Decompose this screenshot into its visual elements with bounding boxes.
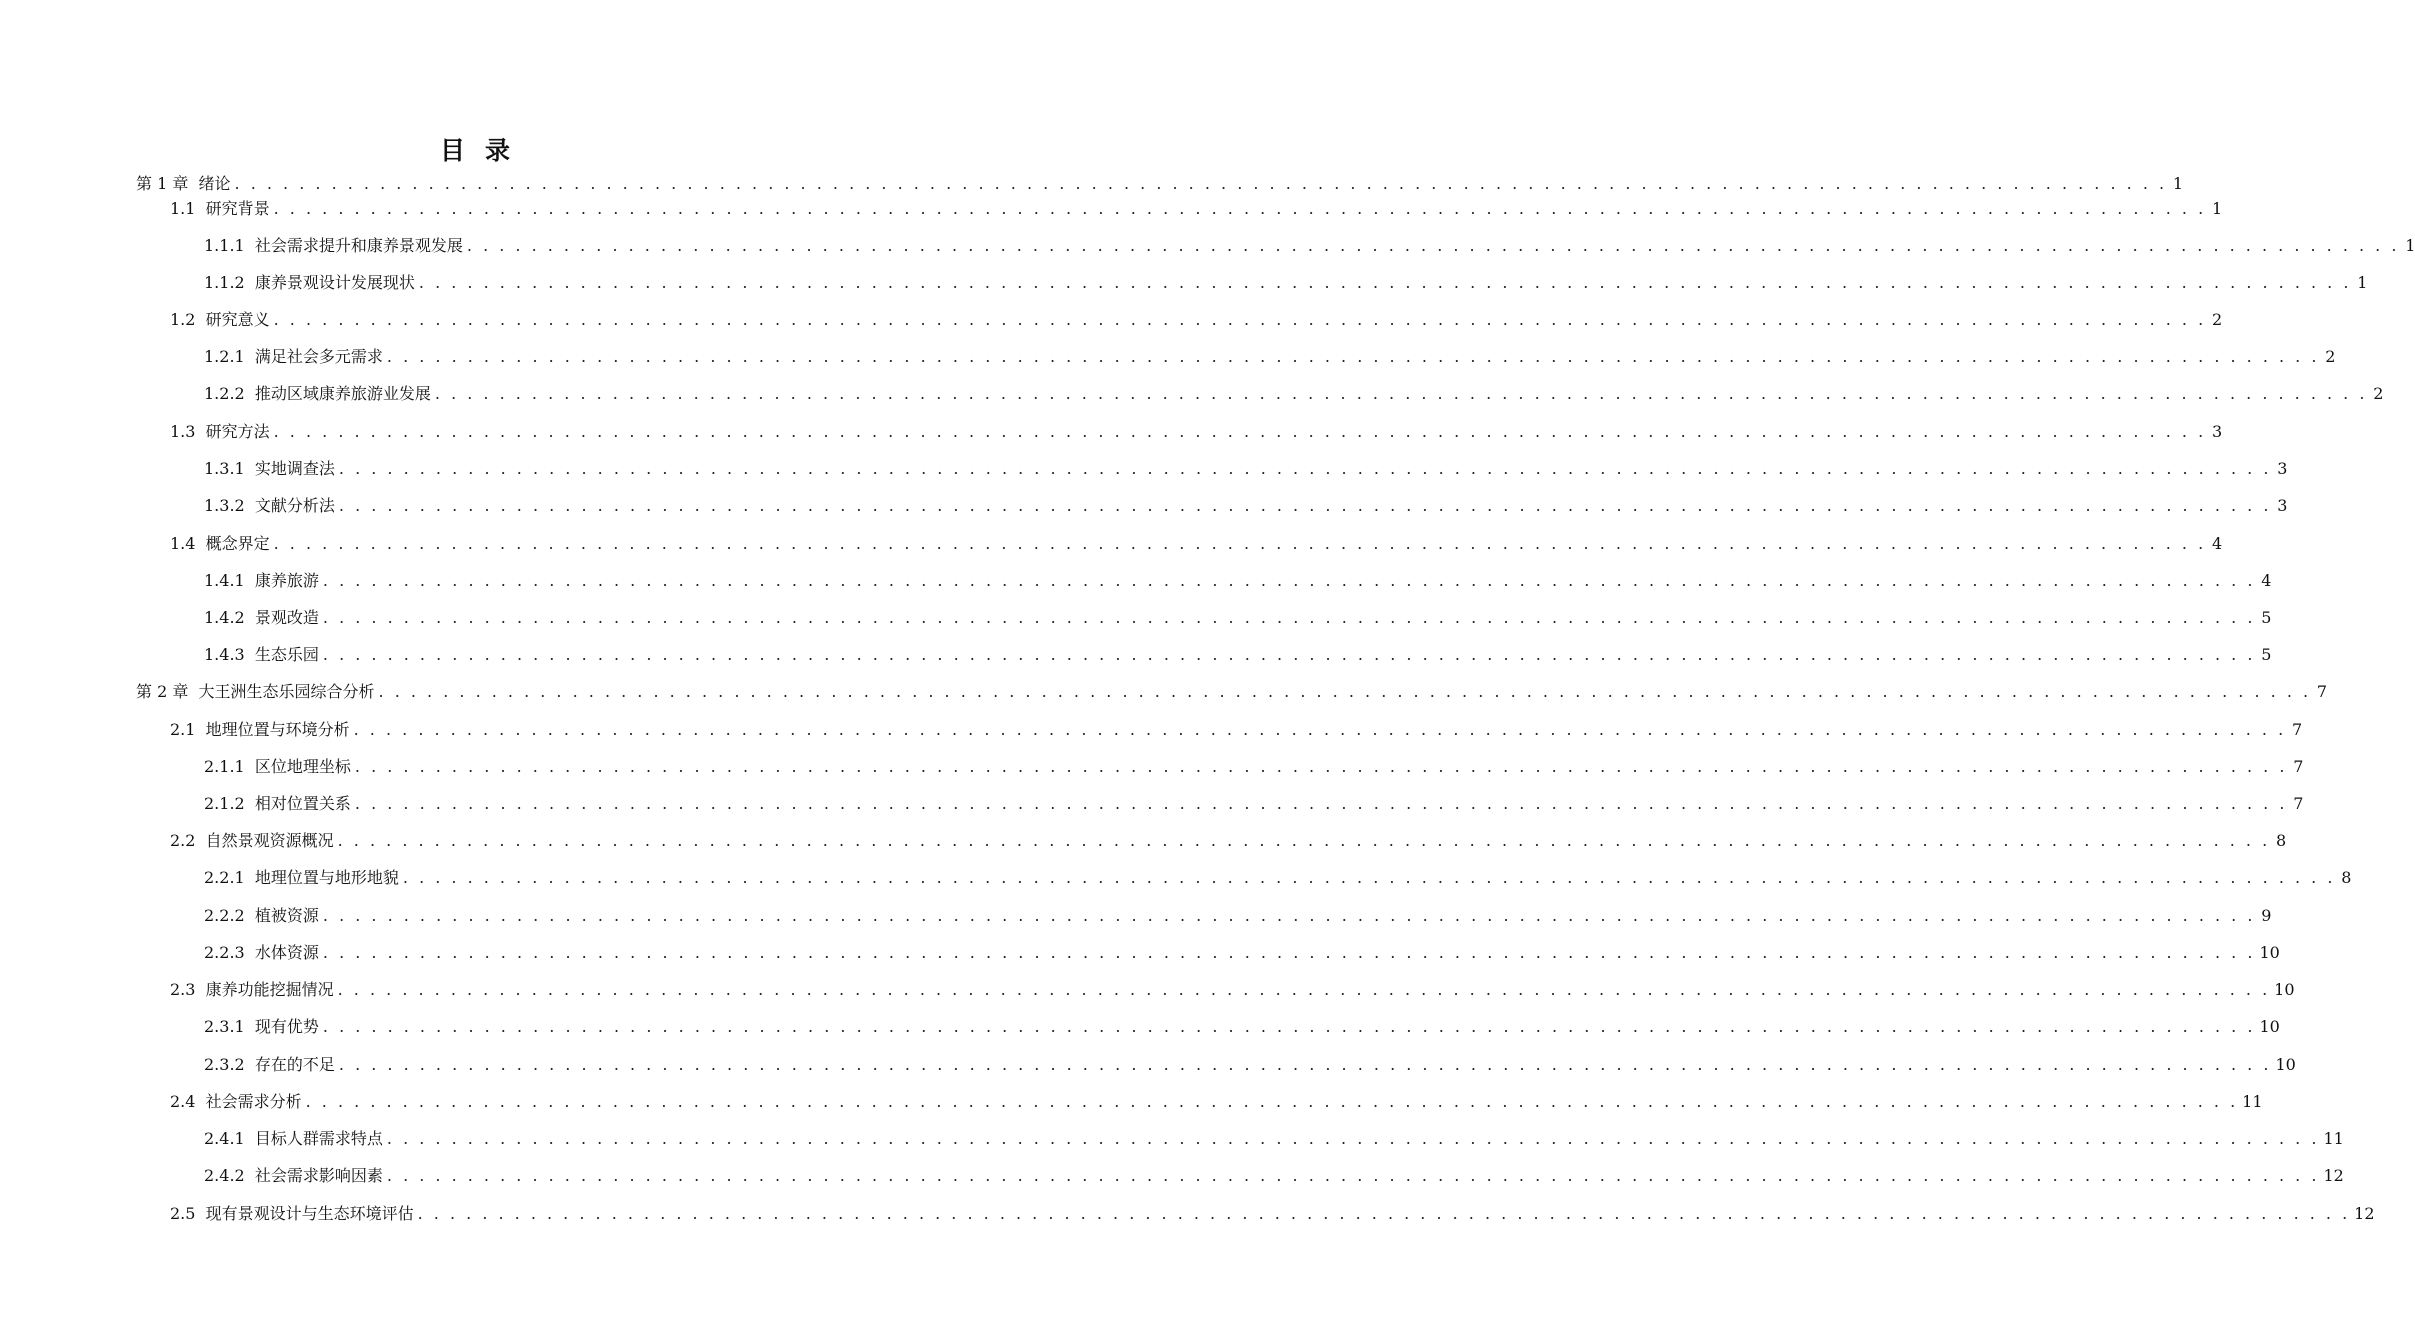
toc-entry[interactable] <box>170 1088 2263 1112</box>
toc-entry-page-number: 3 <box>2277 496 2288 515</box>
toc-entry-label: 第 2 章 大王洲生态乐园综合分析 <box>136 682 375 701</box>
toc-entry-label: 2.1.2 相对位置关系 <box>204 794 351 813</box>
toc-leader-dots: . . . . . . . . . . . . . . . . . . . . . . . . . . . . . . . . . . . . . . . . . . . . . . . . . . . . . . . . . . . . . . . . . . . . . . . . . . . . . . . . . . . . . . . . . . . . . . . . . . . . . . . . . . . . . . . . . . . . . . . . <box>378 682 2312 701</box>
toc-title: 目录 <box>439 136 530 165</box>
toc-entry[interactable] <box>204 939 2280 963</box>
toc-entry-page-number: 7 <box>2316 682 2328 701</box>
toc-entry[interactable] <box>204 864 2352 888</box>
toc-entry[interactable] <box>204 343 2336 367</box>
toc-entry-page-number: 7 <box>2291 720 2303 739</box>
toc-entry-page-number: 11 <box>2242 1092 2263 1111</box>
toc-entry[interactable] <box>170 716 2303 740</box>
toc-leader-dots: . . . . . . . . . . . . . . . . . . . . . . . . . . . . . . . . . . . . . . . . . . . . . . . . . . . . . . . . . . . . . . . . . . . . . . . . . . . . . . . . . . . . . . . . . . . . . . . . . . . . . . . . . . . . . . . . . . . . . . . . <box>402 868 2336 887</box>
toc-entry-label: 1.3.2 文献分析法 <box>204 496 335 515</box>
toc-entry-page-number: 3 <box>2277 459 2288 478</box>
toc-entry[interactable] <box>204 1013 2280 1037</box>
toc-entry[interactable] <box>204 567 2272 591</box>
toc-entry-label: 1.2.1 满足社会多元需求 <box>204 347 383 366</box>
toc-entry[interactable] <box>170 306 2223 330</box>
toc-entry[interactable] <box>204 753 2304 777</box>
toc-leader-dots: . . . . . . . . . . . . . . . . . . . . . . . . . . . . . . . . . . . . . . . . . . . . . . . . . . . . . . . . . . . . . . . . . . . . . . . . . . . . . . . . . . . . . . . . . . . . . . . . . . . . . . . . . . . . . . . . . . . . . . . . <box>417 1204 2351 1223</box>
toc-entry[interactable] <box>204 232 2415 256</box>
toc-entry-label: 1.2.2 推动区域康养旅游业发展 <box>204 384 431 403</box>
toc-entry-page-number: 2 <box>2373 384 2384 403</box>
toc-entry[interactable] <box>204 1051 2296 1075</box>
toc-leader-dots: . . . . . . . . . . . . . . . . . . . . . . . . . . . . . . . . . . . . . . . . . . . . . . . . . . . . . . . . . . . . . . . . . . . . . . . . . . . . . . . . . . . . . . . . . . . . . . . . . . . . . . . . . . . . . . . . . . . . . . . . <box>338 1055 2272 1074</box>
toc-entry-page-number: 10 <box>2275 1055 2296 1074</box>
toc-entry[interactable] <box>204 1162 2344 1186</box>
toc-entry[interactable] <box>136 678 2328 702</box>
toc-entry-label: 1.1 研究背景 <box>170 199 270 218</box>
toc-entry-page-number: 4 <box>2261 571 2272 590</box>
toc-leader-dots: . . . . . . . . . . . . . . . . . . . . . . . . . . . . . . . . . . . . . . . . . . . . . . . . . . . . . . . . . . . . . . . . . . . . . . . . . . . . . . . . . . . . . . . . . . . . . . . . . . . . . . . . . . . . . . . . . . . . . . . . <box>418 273 2352 292</box>
toc-entry-label: 2.4.1 目标人群需求特点 <box>204 1129 383 1148</box>
toc-entry-label: 1.4 概念界定 <box>170 534 270 553</box>
toc-entry[interactable] <box>204 790 2304 814</box>
toc-entry-page-number: 3 <box>2211 422 2223 441</box>
toc-leader-dots: . . . . . . . . . . . . . . . . . . . . . . . . . . . . . . . . . . . . . . . . . . . . . . . . . . . . . . . . . . . . . . . . . . . . . . . . . . . . . . . . . . . . . . . . . . . . . . . . . . . . . . . . . . . . . . . . . . . . . . . . <box>353 720 2287 739</box>
toc-entry-page-number: 1 <box>2172 174 2184 193</box>
toc-leader-dots: . . . . . . . . . . . . . . . . . . . . . . . . . . . . . . . . . . . . . . . . . . . . . . . . . . . . . . . . . . . . . . . . . . . . . . . . . . . . . . . . . . . . . . . . . . . . . . . . . . . . . . . . . . . . . . . . . . . . . . . . <box>273 310 2207 329</box>
toc-entry-label: 第 1 章 绪论 <box>136 174 231 193</box>
toc-entry-label: 1.4.2 景观改造 <box>204 608 319 627</box>
toc-leader-dots: . . . . . . . . . . . . . . . . . . . . . . . . . . . . . . . . . . . . . . . . . . . . . . . . . . . . . . . . . . . . . . . . . . . . . . . . . . . . . . . . . . . . . . . . . . . . . . . . . . . . . . . . . . . . . . . . . . . . . . . . <box>386 1129 2320 1148</box>
toc-leader-dots: . . . . . . . . . . . . . . . . . . . . . . . . . . . . . . . . . . . . . . . . . . . . . . . . . . . . . . . . . . . . . . . . . . . . . . . . . . . . . . . . . . . . . . . . . . . . . . . . . . . . . . . . . . . . . . . . . . . . . . . . <box>322 906 2256 925</box>
toc-entry-page-number: 5 <box>2261 645 2272 664</box>
toc-entry-label: 2.2.3 水体资源 <box>204 943 319 962</box>
toc-entry[interactable] <box>136 170 2184 194</box>
toc-entry-page-number: 5 <box>2261 608 2272 627</box>
toc-leader-dots: . . . . . . . . . . . . . . . . . . . . . . . . . . . . . . . . . . . . . . . . . . . . . . . . . . . . . . . . . . . . . . . . . . . . . . . . . . . . . . . . . . . . . . . . . . . . . . . . . . . . . . . . . . . . . . . . . . . . . . . . <box>322 608 2256 627</box>
toc-entry[interactable] <box>170 827 2287 851</box>
toc-entry-label: 2.3 康养功能挖掘情况 <box>170 980 334 999</box>
toc-entry-page-number: 10 <box>2259 1017 2280 1036</box>
toc-entry[interactable] <box>204 380 2384 404</box>
toc-leader-dots: . . . . . . . . . . . . . . . . . . . . . . . . . . . . . . . . . . . . . . . . . . . . . . . . . . . . . . . . . . . . . . . . . . . . . . . . . . . . . . . . . . . . . . . . . . . . . . . . . . . . . . . . . . . . . . . . . . . . . . . . <box>322 645 2256 664</box>
toc-entry-page-number: 7 <box>2293 794 2304 813</box>
toc-entry-label: 1.3.1 实地调查法 <box>204 459 335 478</box>
toc-entry-label: 2.2.1 地理位置与地形地貌 <box>204 868 399 887</box>
toc-leader-dots: . . . . . . . . . . . . . . . . . . . . . . . . . . . . . . . . . . . . . . . . . . . . . . . . . . . . . . . . . . . . . . . . . . . . . . . . . . . . . . . . . . . . . . . . . . . . . . . . . . . . . . . . . . . . . . . . . . . . . . . . <box>434 384 2368 403</box>
toc-entry[interactable] <box>204 455 2288 479</box>
toc-entry[interactable] <box>170 976 2295 1000</box>
toc-entry-label: 2.5 现有景观设计与生态环境评估 <box>170 1204 414 1223</box>
toc-entry[interactable] <box>204 492 2288 516</box>
toc-entry-label: 1.4.1 康养旅游 <box>204 571 319 590</box>
toc-leader-dots: . . . . . . . . . . . . . . . . . . . . . . . . . . . . . . . . . . . . . . . . . . . . . . . . . . . . . . . . . . . . . . . . . . . . . . . . . . . . . . . . . . . . . . . . . . . . . . . . . . . . . . . . . . . . . . . . . . . . . . . . <box>322 943 2256 962</box>
toc-entry-label: 1.1.2 康养景观设计发展现状 <box>204 273 415 292</box>
toc-entry-page-number: 1 <box>2357 273 2368 292</box>
toc-leader-dots: . . . . . . . . . . . . . . . . . . . . . . . . . . . . . . . . . . . . . . . . . . . . . . . . . . . . . . . . . . . . . . . . . . . . . . . . . . . . . . . . . . . . . . . . . . . . . . . . . . . . . . . . . . . . . . . . . . . . . . . . <box>322 1017 2256 1036</box>
toc-leader-dots: . . . . . . . . . . . . . . . . . . . . . . . . . . . . . . . . . . . . . . . . . . . . . . . . . . . . . . . . . . . . . . . . . . . . . . . . . . . . . . . . . . . . . . . . . . . . . . . . . . . . . . . . . . . . . . . . . . . . . . . . <box>273 422 2207 441</box>
toc-entry-page-number: 12 <box>2354 1204 2375 1223</box>
toc-entry-page-number: 11 <box>2323 1129 2344 1148</box>
toc-leader-dots: . . . . . . . . . . . . . . . . . . . . . . . . . . . . . . . . . . . . . . . . . . . . . . . . . . . . . . . . . . . . . . . . . . . . . . . . . . . . . . . . . . . . . . . . . . . . . . . . . . . . . . . . . . . . . . . . . . . . . . . . <box>273 534 2207 553</box>
toc-entry-label: 2.3.1 现有优势 <box>204 1017 319 1036</box>
toc-leader-dots: . . . . . . . . . . . . . . . . . . . . . . . . . . . . . . . . . . . . . . . . . . . . . . . . . . . . . . . . . . . . . . . . . . . . . . . . . . . . . . . . . . . . . . . . . . . . . . . . . . . . . . . . . . . . . . . . . . . . . . . . <box>338 496 2272 515</box>
toc-entry-page-number: 9 <box>2261 906 2272 925</box>
toc-entry-page-number: 12 <box>2323 1166 2344 1185</box>
toc-entry[interactable] <box>170 418 2223 442</box>
toc-entry-label: 1.1.1 社会需求提升和康养景观发展 <box>204 236 463 255</box>
toc-entry-label: 2.4 社会需求分析 <box>170 1092 302 1111</box>
toc-entry[interactable] <box>170 530 2223 554</box>
toc-entry-label: 2.1 地理位置与环境分析 <box>170 720 350 739</box>
toc-entry[interactable] <box>204 1125 2344 1149</box>
toc-entry-label: 1.3 研究方法 <box>170 422 270 441</box>
toc-entry-page-number: 8 <box>2341 868 2352 887</box>
toc-entry-label: 2.3.2 存在的不足 <box>204 1055 335 1074</box>
toc-leader-dots: . . . . . . . . . . . . . . . . . . . . . . . . . . . . . . . . . . . . . . . . . . . . . . . . . . . . . . . . . . . . . . . . . . . . . . . . . . . . . . . . . . . . . . . . . . . . . . . . . . . . . . . . . . . . . . . . . . . . . . . . <box>234 174 2168 193</box>
toc-leader-dots: . . . . . . . . . . . . . . . . . . . . . . . . . . . . . . . . . . . . . . . . . . . . . . . . . . . . . . . . . . . . . . . . . . . . . . . . . . . . . . . . . . . . . . . . . . . . . . . . . . . . . . . . . . . . . . . . . . . . . . . . <box>386 1166 2320 1185</box>
toc-entry-label: 2.2 自然景观资源概况 <box>170 831 334 850</box>
toc-leader-dots: . . . . . . . . . . . . . . . . . . . . . . . . . . . . . . . . . . . . . . . . . . . . . . . . . . . . . . . . . . . . . . . . . . . . . . . . . . . . . . . . . . . . . . . . . . . . . . . . . . . . . . . . . . . . . . . . . . . . . . . . <box>337 980 2271 999</box>
toc-entry-label: 1.2 研究意义 <box>170 310 270 329</box>
toc-entry[interactable] <box>204 604 2272 628</box>
toc-entry[interactable] <box>204 641 2272 665</box>
toc-entry[interactable] <box>170 1200 2375 1224</box>
toc-leader-dots: . . . . . . . . . . . . . . . . . . . . . . . . . . . . . . . . . . . . . . . . . . . . . . . . . . . . . . . . . . . . . . . . . . . . . . . . . . . . . . . . . . . . . . . . . . . . . . . . . . . . . . . . . . . . . . . . . . . . . . . . <box>354 757 2288 776</box>
toc-entry-page-number: 10 <box>2274 980 2295 999</box>
toc-entry-label: 2.2.2 植被资源 <box>204 906 319 925</box>
toc-entry-label: 2.1.1 区位地理坐标 <box>204 757 351 776</box>
toc-leader-dots: . . . . . . . . . . . . . . . . . . . . . . . . . . . . . . . . . . . . . . . . . . . . . . . . . . . . . . . . . . . . . . . . . . . . . . . . . . . . . . . . . . . . . . . . . . . . . . . . . . . . . . . . . . . . . . . . . . . . . . . . <box>273 199 2207 218</box>
toc-entry-page-number: 10 <box>2259 943 2280 962</box>
toc-entry-page-number: 4 <box>2211 534 2223 553</box>
toc-entry[interactable] <box>204 269 2368 293</box>
toc-entry-page-number: 1 <box>2211 199 2223 218</box>
toc-entry-page-number: 8 <box>2275 831 2287 850</box>
toc-entry[interactable] <box>170 195 2223 219</box>
toc-leader-dots: . . . . . . . . . . . . . . . . . . . . . . . . . . . . . . . . . . . . . . . . . . . . . . . . . . . . . . . . . . . . . . . . . . . . . . . . . . . . . . . . . . . . . . . . . . . . . . . . . . . . . . . . . . . . . . . . . . . . . . . . <box>322 571 2256 590</box>
toc-entry-label: 2.4.2 社会需求影响因素 <box>204 1166 383 1185</box>
toc-leader-dots: . . . . . . . . . . . . . . . . . . . . . . . . . . . . . . . . . . . . . . . . . . . . . . . . . . . . . . . . . . . . . . . . . . . . . . . . . . . . . . . . . . . . . . . . . . . . . . . . . . . . . . . . . . . . . . . . . . . . . . . . <box>338 459 2272 478</box>
toc-leader-dots: . . . . . . . . . . . . . . . . . . . . . . . . . . . . . . . . . . . . . . . . . . . . . . . . . . . . . . . . . . . . . . . . . . . . . . . . . . . . . . . . . . . . . . . . . . . . . . . . . . . . . . . . . . . . . . . . . . . . . . . . <box>386 347 2320 366</box>
toc-entry-label: 1.4.3 生态乐园 <box>204 645 319 664</box>
toc-leader-dots: . . . . . . . . . . . . . . . . . . . . . . . . . . . . . . . . . . . . . . . . . . . . . . . . . . . . . . . . . . . . . . . . . . . . . . . . . . . . . . . . . . . . . . . . . . . . . . . . . . . . . . . . . . . . . . . . . . . . . . . . <box>305 1092 2239 1111</box>
toc-entry[interactable] <box>204 902 2272 926</box>
toc-leader-dots: . . . . . . . . . . . . . . . . . . . . . . . . . . . . . . . . . . . . . . . . . . . . . . . . . . . . . . . . . . . . . . . . . . . . . . . . . . . . . . . . . . . . . . . . . . . . . . . . . . . . . . . . . . . . . . . . . . . . . . . . <box>354 794 2288 813</box>
toc-entry-page-number: 7 <box>2293 757 2304 776</box>
toc-leader-dots: . . . . . . . . . . . . . . . . . . . . . . . . . . . . . . . . . . . . . . . . . . . . . . . . . . . . . . . . . . . . . . . . . . . . . . . . . . . . . . . . . . . . . . . . . . . . . . . . . . . . . . . . . . . . . . . . . . . . . . . . <box>337 831 2271 850</box>
toc-leader-dots: . . . . . . . . . . . . . . . . . . . . . . . . . . . . . . . . . . . . . . . . . . . . . . . . . . . . . . . . . . . . . . . . . . . . . . . . . . . . . . . . . . . . . . . . . . . . . . . . . . . . . . . . . . . . . . . . . . . . . . . . <box>466 236 2400 255</box>
toc-entry-page-number: 2 <box>2325 347 2336 366</box>
toc-entry-page-number: 1 <box>2405 236 2415 255</box>
toc-entry-page-number: 2 <box>2211 310 2223 329</box>
